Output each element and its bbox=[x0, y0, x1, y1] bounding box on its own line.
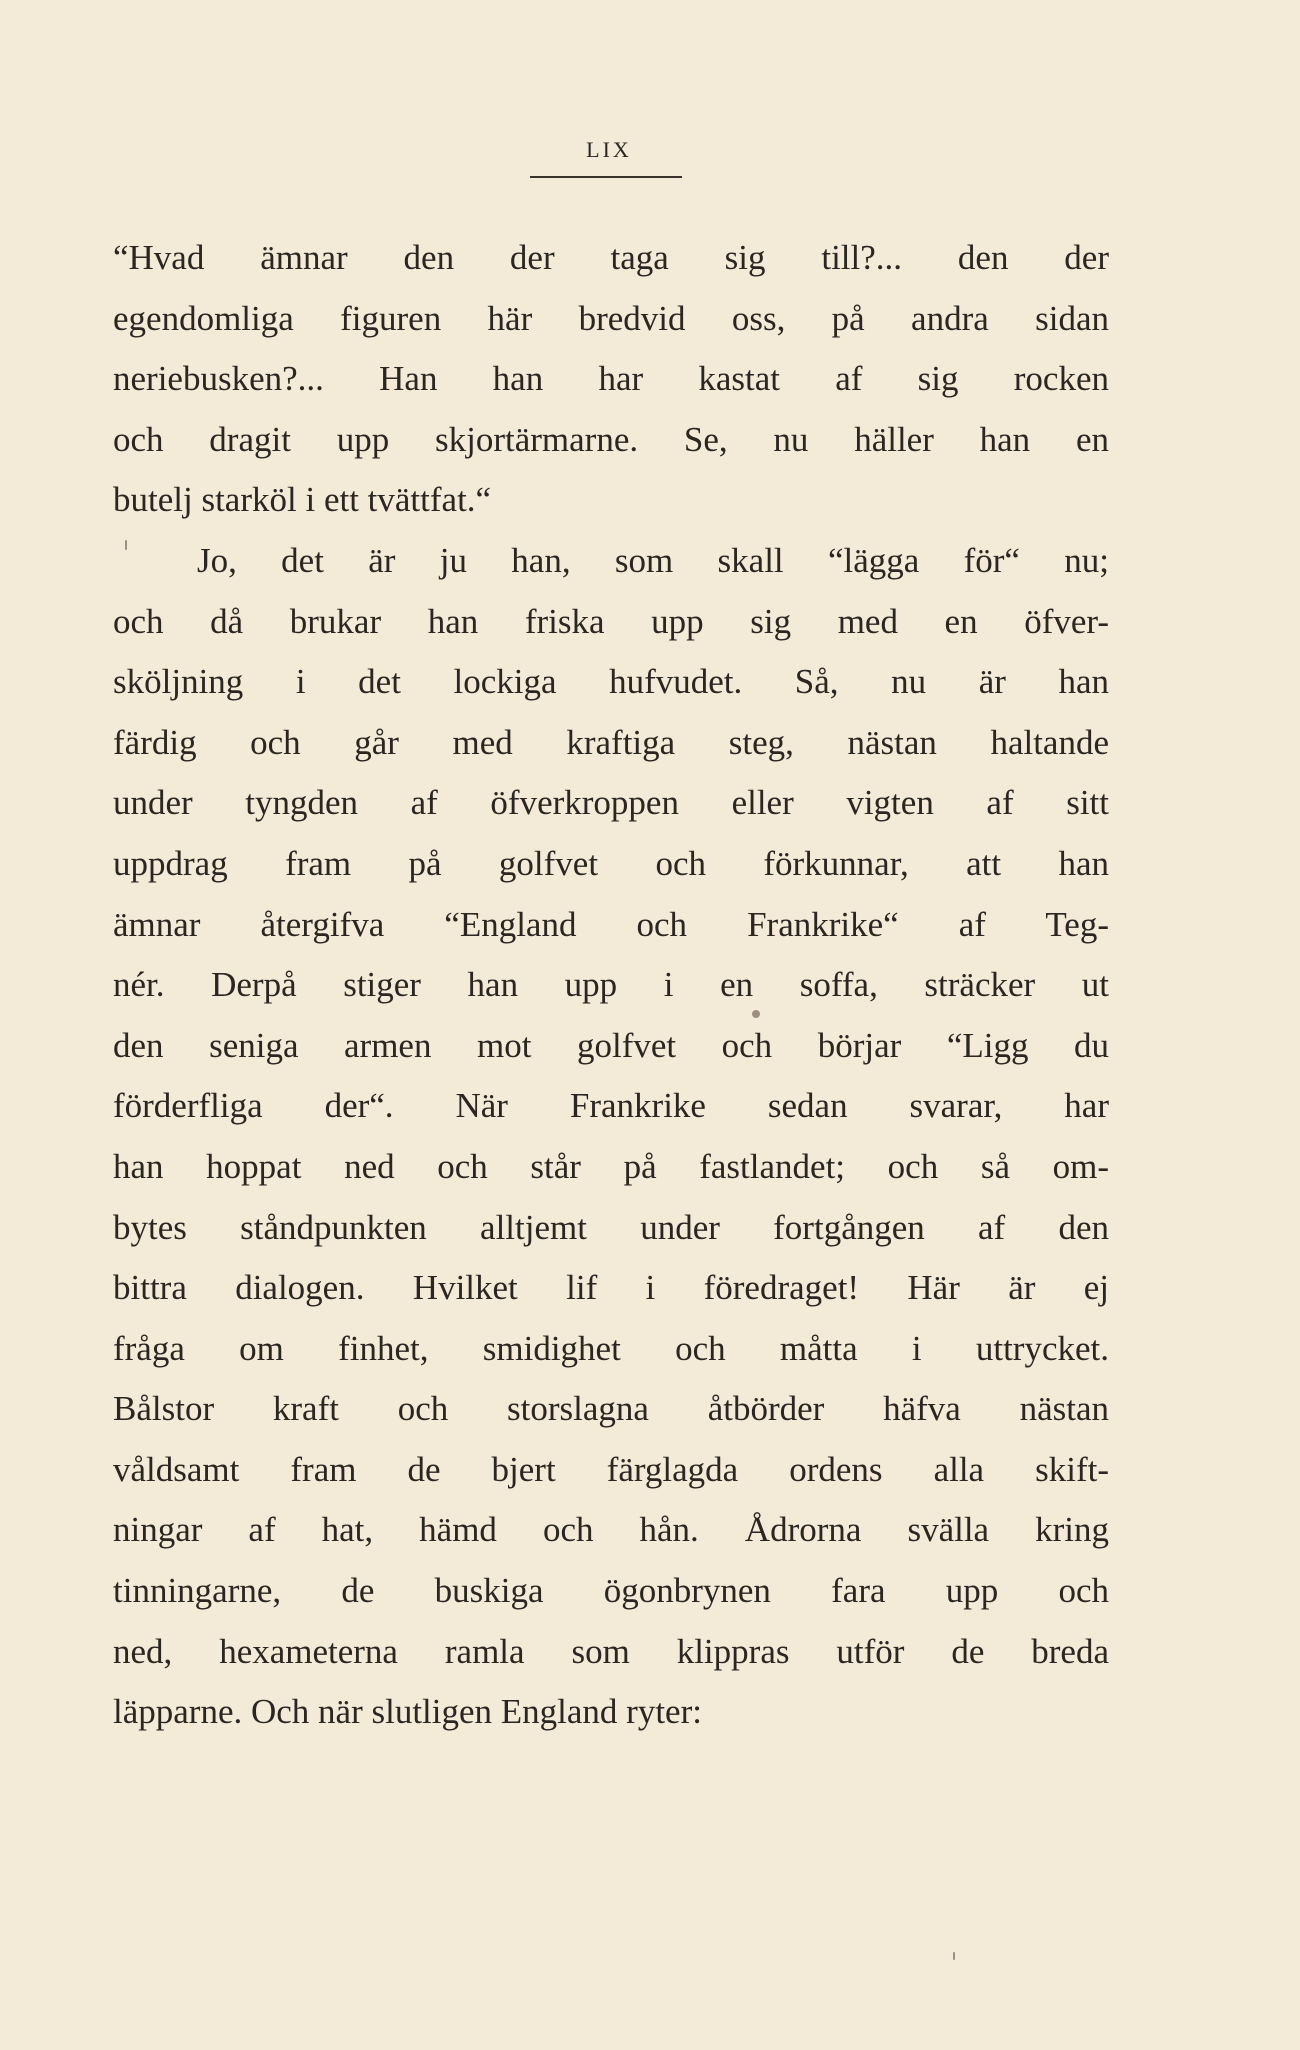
page-number: LIX bbox=[586, 137, 632, 162]
text-line: butelj starköl i ett tvättfat.“ bbox=[113, 480, 492, 520]
text-line: den seniga armen mot golfvet och börjar “Ligg du bbox=[113, 1025, 1109, 1065]
text-line: tinningarne, de buskiga ögonbrynen fara upp och bbox=[113, 1571, 1109, 1611]
text-line: ningar af hat, hämd och hån. Ådrorna svälla kring bbox=[113, 1510, 1109, 1550]
text-line: läpparne. Och när slutligen England ryter: bbox=[113, 1692, 702, 1732]
text-line: bytes ståndpunkten alltjemt under fortgången af den bbox=[113, 1207, 1109, 1247]
header-rule bbox=[530, 176, 682, 178]
text-line: våldsamt fram de bjert färglagda ordens alla skift- bbox=[113, 1449, 1109, 1489]
body-text bbox=[113, 228, 1109, 1743]
text-line: ämnar återgifva “England och Frankrike“ af Teg- bbox=[113, 904, 1109, 944]
paper-speck bbox=[953, 1952, 955, 1960]
paragraph-first-line: Jo, det är ju han, som skall “lägga för“ nu; bbox=[197, 540, 1109, 580]
text-line: uppdrag fram på golfvet och förkunnar, att han bbox=[113, 843, 1109, 883]
text-line: “Hvad ämnar den der taga sig till?... den der bbox=[113, 238, 1109, 277]
text-line: och då brukar han friska upp sig med en öfver- bbox=[113, 601, 1109, 641]
text-line: Bålstor kraft och storslagna åtbörder häfva nästan bbox=[113, 1389, 1109, 1429]
text-line: ned, hexameterna ramla som klippras utför de breda bbox=[113, 1631, 1109, 1671]
text-line: fråga om finhet, smidighet och måtta i uttrycket. bbox=[113, 1328, 1109, 1368]
text-line: sköljning i det lockiga hufvudet. Så, nu är han bbox=[113, 662, 1109, 702]
text-line: färdig och går med kraftiga steg, nästan haltande bbox=[113, 722, 1109, 762]
text-line: under tyngden af öfverkroppen eller vigten af sitt bbox=[113, 783, 1109, 823]
paper-speck bbox=[125, 540, 127, 550]
text-line: egendomliga figuren här bredvid oss, på andra sidan bbox=[113, 298, 1109, 338]
text-line: nér. Derpå stiger han upp i en soffa, sträcker ut bbox=[113, 965, 1109, 1005]
text-line: förderfliga der“. När Frankrike sedan svarar, har bbox=[113, 1086, 1109, 1126]
text-line: neriebusken?... Han han har kastat af sig rocken bbox=[113, 359, 1109, 399]
text-line: han hoppat ned och står på fastlandet; och så om- bbox=[113, 1146, 1109, 1186]
paper-speck bbox=[752, 1010, 760, 1018]
text-line: bittra dialogen. Hvilket lif i föredraget! Här är ej bbox=[113, 1268, 1109, 1308]
text-line: och dragit upp skjortärmarne. Se, nu häller han en bbox=[113, 419, 1109, 459]
